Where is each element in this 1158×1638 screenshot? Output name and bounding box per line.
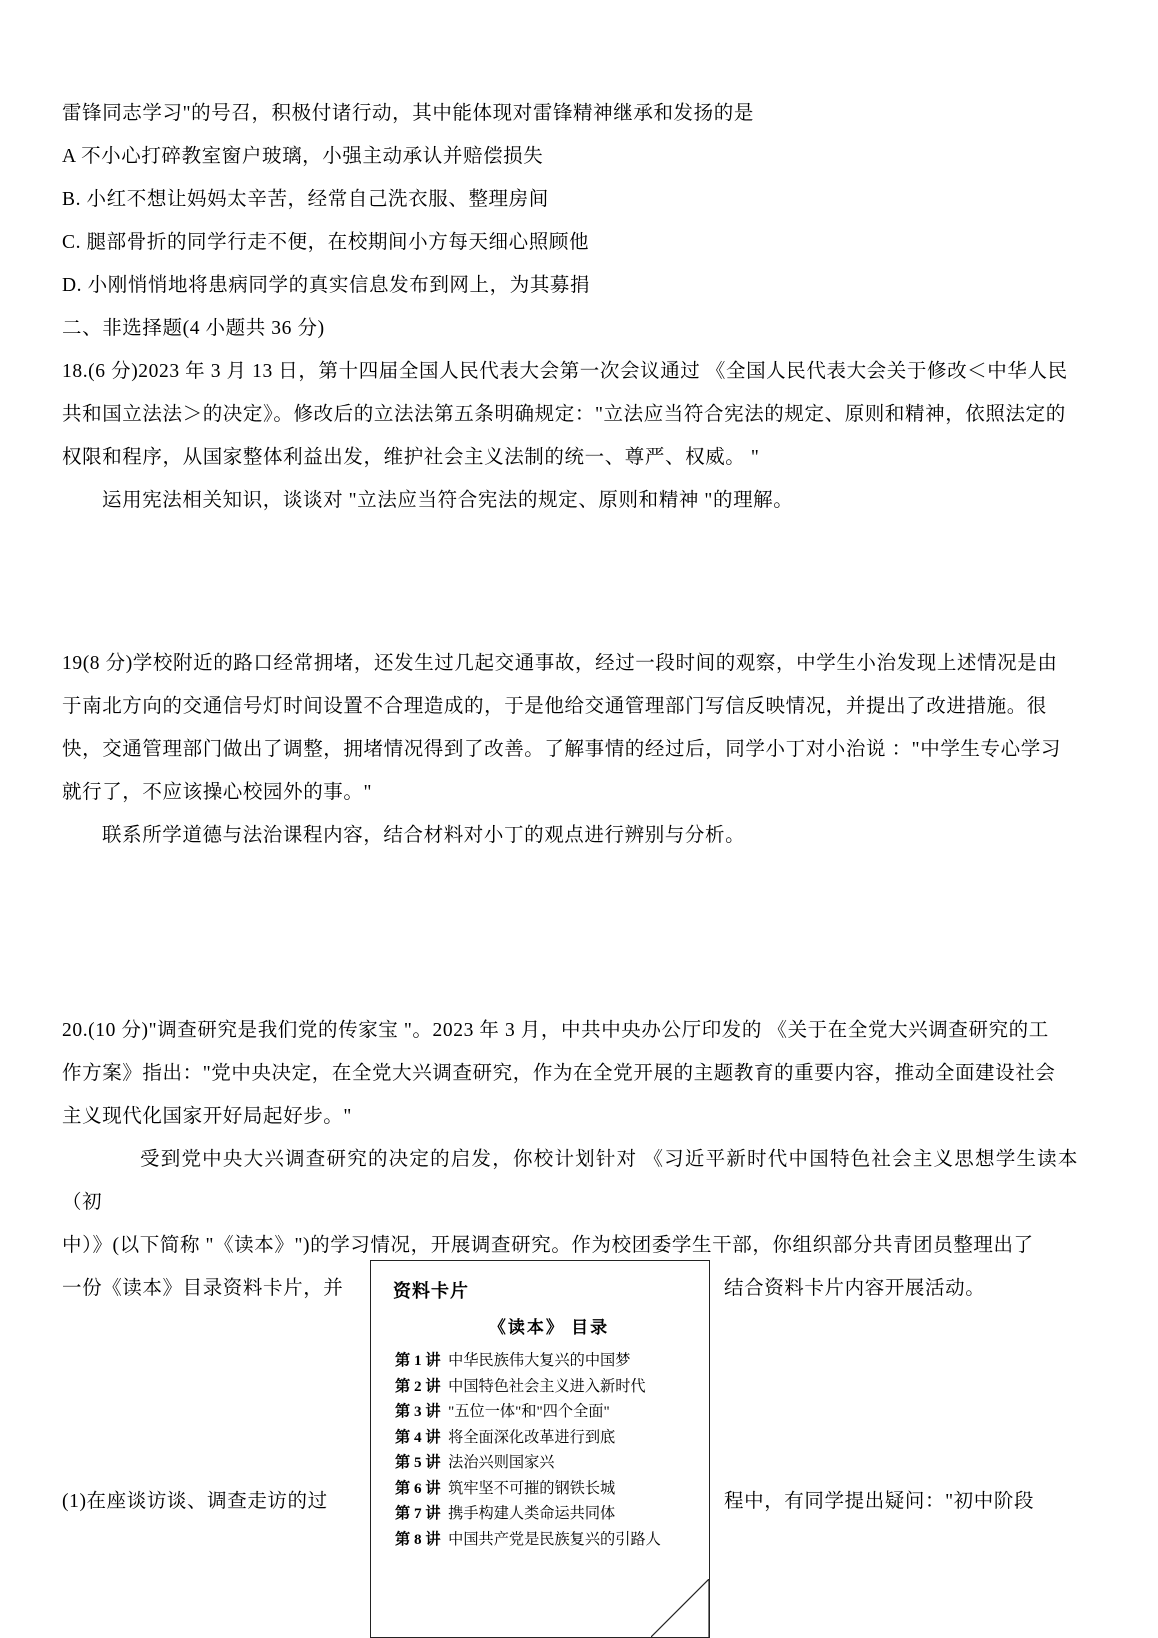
list-item <box>395 1374 709 1400</box>
lecture-title: 携手构建人类命运共同体 <box>448 1505 616 1522</box>
question-18-prompt: 运用宪法相关知识，谈谈对 "立法应当符合宪法的规定、原则和精神 "的理解。 <box>102 490 794 511</box>
resource-card-subtitle: 《读本》 目录 <box>488 1318 610 1337</box>
question-19-prompt: 联系所学道德与法治课程内容，结合材料对小丁的观点进行辨别与分析。 <box>102 825 746 846</box>
question-20-sub1-right: 程中，有同学提出疑问："初中阶段 <box>724 1491 1035 1512</box>
question-19-line-1: 19(8 分)学校附近的路口经常拥堵，还发生过几起交通事故，经过一段时间的观察，中学生小治发现上述情况是由 <box>62 653 1058 674</box>
question-18-line-3: 权限和程序，从国家整体利益出发，维护社会主义法制的统一、尊严、权威。 " <box>62 447 760 468</box>
lecture-number: 第 7 讲 <box>395 1505 441 1522</box>
lecture-number: 第 3 讲 <box>395 1403 441 1420</box>
resource-card-title: 资料卡片 <box>393 1281 469 1301</box>
resource-card <box>370 1260 710 1638</box>
list-item <box>395 1476 709 1502</box>
lecture-title: 中国特色社会主义进入新时代 <box>448 1377 646 1395</box>
lecture-number: 第 2 讲 <box>395 1377 441 1395</box>
list-item <box>395 1425 709 1451</box>
page-fold-icon <box>651 1579 709 1637</box>
question-20-line-2: 作方案》指出："党中央决定，在全党大兴调查研究，作为在全党开展的主题教育的重要内容，推动全面建设社会 <box>62 1063 1056 1084</box>
question-20-body-line-1: 受到党中央大兴调查研究的决定的启发，你校计划针对 《习近平新时代中国特色社会主义思想学生读本（初 <box>62 1149 1078 1213</box>
answer-space-19 <box>62 857 1078 1009</box>
lecture-number: 第 4 讲 <box>395 1428 441 1446</box>
list-item <box>395 1450 709 1476</box>
question-17-option-d: D. 小刚悄悄地将患病同学的真实信息发布到网上，为其募捐 <box>62 275 591 296</box>
question-17-option-b: B. 小红不想让妈妈太辛苦，经常自己洗衣服、整理房间 <box>62 189 549 210</box>
question-20-flow-left: 一份《读本》目录资料卡片，并 <box>62 1278 344 1299</box>
resource-card-box <box>370 1260 710 1638</box>
question-20-flow-right: 结合资料卡片内容开展活动。 <box>724 1278 986 1299</box>
list-item <box>395 1399 709 1425</box>
lecture-title: "五位一体"和"四个全面" <box>448 1403 610 1420</box>
question-17 <box>62 92 1078 307</box>
question-19-line-2: 于南北方向的交通信号灯时间设置不合理造成的，于是他给交通管理部门写信反映情况，并提出了改进措施。很 <box>62 696 1047 717</box>
question-18-line-2: 共和国立法法＞的决定》。修改后的立法法第五条明确规定："立法应当符合宪法的规定、原则和精神，依照法定的 <box>62 404 1066 425</box>
question-18 <box>62 350 1078 522</box>
lecture-number: 第 5 讲 <box>395 1454 441 1471</box>
question-19-line-3: 快，交通管理部门做出了调整，拥堵情况得到了改善。了解事情的经过后，同学小丁对小治说 ："中学生专心学习 <box>62 739 1061 760</box>
question-17-stem: 雷锋同志学习"的号召，积极付诸行动，其中能体现对雷锋精神继承和发扬的是 <box>62 103 754 124</box>
resource-card-list <box>395 1348 709 1552</box>
question-20-line-3: 主义现代化国家开好局起好步。" <box>62 1106 352 1127</box>
lecture-title: 中国共产党是民族复兴的引路人 <box>448 1530 661 1548</box>
question-17-option-c: C. 腿部骨折的同学行走不便，在校期间小方每天细心照顾他 <box>62 232 590 253</box>
question-17-option-a: A 不小心打碎教室窗户玻璃，小强主动承认并赔偿损失 <box>62 146 544 167</box>
section-2-heading: 二、非选择题(4 小题共 36 分) <box>62 318 325 339</box>
question-19 <box>62 642 1078 857</box>
answer-space-18 <box>62 522 1078 642</box>
question-20-body-line-2: 中）》(以下简称 "《读本》")的学习情况，开展调查研究。作为校团委学生干部，你组织部分共青团员整理出了 <box>62 1235 1034 1256</box>
question-20-line-1: 20.(10 分)"调查研究是我们党的传家宝 "。2023 年 3 月，中共中央办公厅印发的 《关于在全党大兴调查研究的工 <box>62 1020 1049 1041</box>
lecture-title: 筑牢坚不可摧的钢铁长城 <box>448 1479 616 1497</box>
question-19-line-4: 就行了，不应该操心校园外的事。" <box>62 782 373 803</box>
lecture-title: 中华民族伟大复兴的中国梦 <box>448 1352 631 1369</box>
list-item <box>395 1501 709 1527</box>
question-20-sub1-left: (1)在座谈访谈、调查走访的过 <box>62 1491 328 1512</box>
lecture-title: 法治兴则国家兴 <box>448 1454 555 1471</box>
list-item <box>395 1527 709 1553</box>
list-item <box>395 1348 709 1374</box>
question-18-line-1: 18.(6 分)2023 年 3 月 13 日，第十四届全国人民代表大会第一次会议通过 《全国人民代表大会关于修改＜中华人民 <box>62 361 1068 382</box>
lecture-number: 第 6 讲 <box>395 1479 441 1497</box>
lecture-title: 将全面深化改革进行到底 <box>448 1428 616 1446</box>
lecture-number: 第 1 讲 <box>395 1352 441 1369</box>
lecture-number: 第 8 讲 <box>395 1530 441 1548</box>
